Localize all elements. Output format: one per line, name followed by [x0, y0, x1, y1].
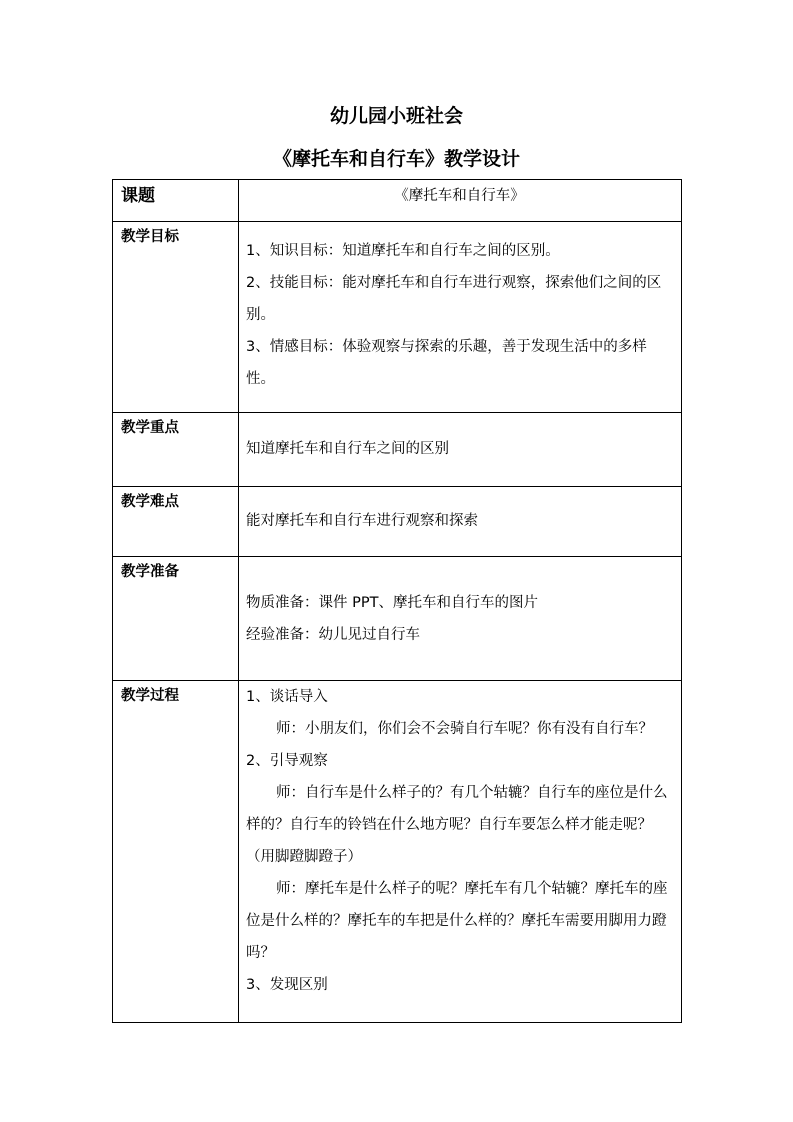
preparation-cell — [239, 557, 682, 681]
value-key-point — [239, 413, 682, 487]
value-subject: 《摩托车和自行车》 — [239, 180, 682, 222]
title-line-1: 幼儿园小班社会 — [329, 105, 463, 127]
process-step-heading: 2、引导观察 — [246, 753, 328, 769]
process-step-heading: 3、发现区别 — [246, 977, 328, 993]
label-subject: 课题 — [113, 180, 239, 222]
process-step-text: 师：自行车是什么样子的？有几个轱辘？自行车的座位是什么样的？自行车的铃铛在什么地方呢？自行车要怎么样才能走呢？（用脚蹬脚蹬子） — [246, 785, 668, 865]
label-process: 教学过程 — [113, 681, 239, 1023]
process-step-text: 师：摩托车是什么样子的呢？摩托车有几个轱辘？摩托车的座位是什么样的？摩托车的车把是什么样的？摩托车需要用脚用力蹬吗？ — [246, 881, 668, 961]
label-key-point: 教学重点 — [113, 413, 239, 487]
process-step-heading: 1、谈话导入 — [246, 689, 328, 705]
objective-item: 3、情感目标：体验观察与探索的乐趣，善于发现生活中的多样性。 — [246, 339, 647, 387]
label-difficulty: 教学难点 — [113, 487, 239, 557]
row-objectives — [113, 222, 682, 413]
value-difficulty — [239, 487, 682, 557]
objective-item: 1、知识目标：知道摩托车和自行车之间的区别。 — [246, 243, 560, 259]
row-preparation — [113, 557, 682, 681]
label-preparation: 教学准备 — [113, 557, 239, 681]
process-cell — [239, 681, 682, 1023]
row-subject — [113, 180, 682, 222]
preparation-item: 物质准备：课件 PPT、摩托车和自行车的图片 — [246, 595, 538, 611]
lesson-plan-table — [112, 179, 682, 1023]
row-process — [113, 681, 682, 1023]
label-objectives: 教学目标 — [113, 222, 239, 413]
process-step-text: 师：小朋友们，你们会不会骑自行车呢？你有没有自行车？ — [276, 721, 653, 737]
row-difficulty — [113, 487, 682, 557]
title-line-2: 《摩托车和自行车》教学设计 — [272, 148, 520, 170]
preparation-item: 经验准备：幼儿见过自行车 — [246, 627, 420, 643]
objectives-cell — [239, 222, 682, 413]
objective-item: 2、技能目标：能对摩托车和自行车进行观察，探索他们之间的区别。 — [246, 275, 662, 323]
key-point-text: 知道摩托车和自行车之间的区别 — [246, 441, 449, 457]
difficulty-text: 能对摩托车和自行车进行观察和探索 — [246, 513, 478, 529]
row-key-point — [113, 413, 682, 487]
